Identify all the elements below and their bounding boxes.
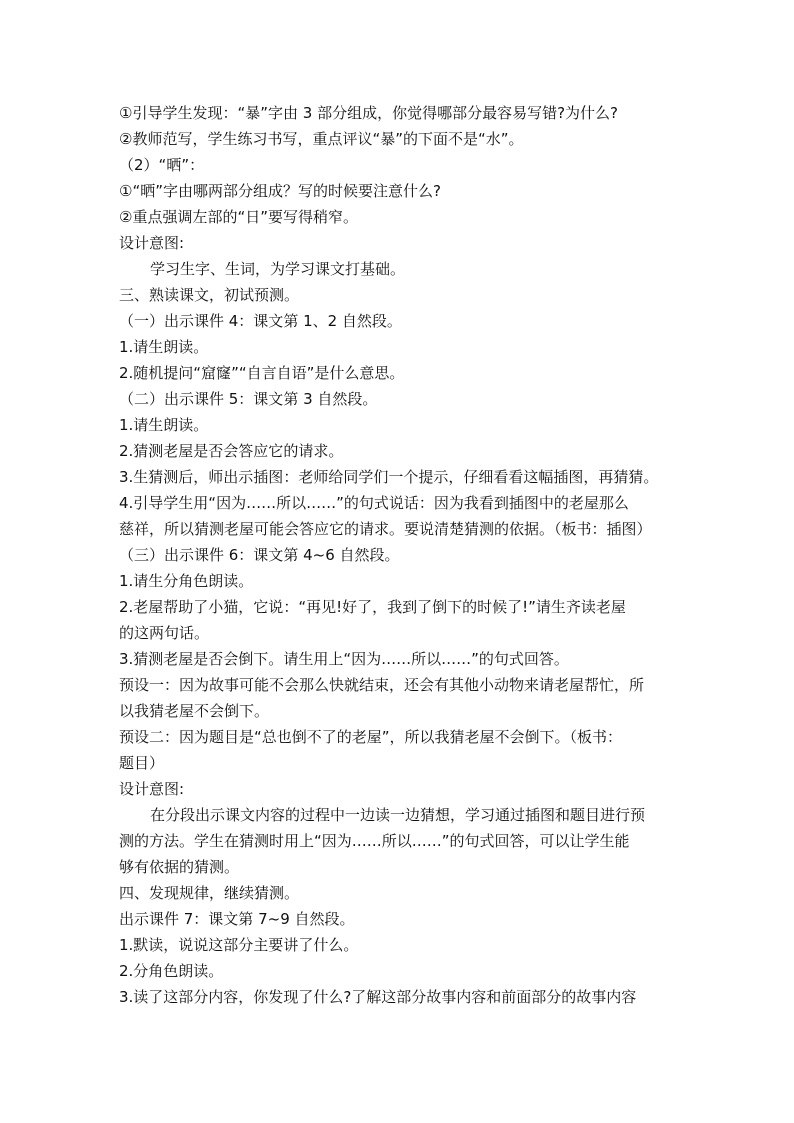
text-line: （2）“晒”：	[119, 156, 205, 174]
text-line: 3.猜测老屋是否会倒下。请生用上“因为……所以……”的句式回答。	[119, 650, 569, 668]
text-line: 1.请生分角色朗读。	[119, 572, 254, 590]
text-line: （二）出示课件 5：课文第 3 自然段。	[119, 390, 378, 408]
text-line: 1.请生朗读。	[119, 338, 209, 356]
text-line: ①引导学生发现：“暴”字由 3 部分组成，你觉得哪部分最容易写错?为什么?	[119, 104, 618, 122]
text-line: 在分段出示课文内容的过程中一边读一边猜想，学习通过插图和题目进行预	[150, 806, 646, 824]
text-line: 预设二：因为题目是“总也倒不了的老屋”，所以我猜老屋不会倒下。（板书：	[119, 728, 623, 746]
text-line: 的这两句话。	[119, 624, 210, 642]
text-line: 2.分角色朗读。	[119, 962, 224, 980]
text-line: 3.读了这部分内容，你发现了什么?了解这部分故事内容和前面部分的故事内容	[119, 988, 637, 1006]
text-line: 够有依据的猜测。	[119, 858, 240, 876]
text-line: 题目）	[119, 754, 165, 772]
section-heading: 设计意图:	[119, 780, 185, 798]
text-line: （三）出示课件 6：课文第 4~6 自然段。	[119, 546, 400, 564]
text-line: 出示课件 7：课文第 7~9 自然段。	[119, 910, 355, 928]
text-line: 测的方法。学生在猜测时用上“因为……所以……”的句式回答，可以让学生能	[119, 832, 630, 850]
section-heading: 三、熟读课文，初试预测。	[119, 286, 300, 304]
text-line: （一）出示课件 4：课文第 1、2 自然段。	[119, 312, 402, 330]
text-line: 以我猜老屋不会倒下。	[119, 702, 270, 720]
text-line: 1.默读，说说这部分主要讲了什么。	[119, 936, 359, 954]
text-line: 4.引导学生用“因为……所以……”的句式说话：因为我看到插图中的老屋那么	[119, 494, 629, 512]
text-line: ②重点强调左部的“日”要写得稍窄。	[119, 208, 358, 226]
text-line: ①“晒”字由哪两部分组成？写的时候要注意什么?	[119, 182, 441, 200]
text-line: 3.生猜测后，师出示插图：老师给同学们一个提示，仔细看看这幅插图，再猜猜。	[119, 468, 659, 486]
text-line: 2.猜测老屋是否会答应它的请求。	[119, 442, 344, 460]
text-line: 学习生字、生词，为学习课文打基础。	[150, 260, 406, 278]
text-line: 慈祥，所以猜测老屋可能会答应它的请求。要说清楚猜测的依据。（板书：插图）	[119, 520, 652, 538]
text-line: ②教师范写，学生练习书写，重点评议“暴”的下面不是“水”。	[119, 130, 524, 148]
text-line: 预设一：因为故事可能不会那么快就结束，还会有其他小动物来请老屋帮忙，所	[119, 676, 645, 694]
text-line: 2.老屋帮助了小猫，它说：“再见!好了，我到了倒下的时候了!”请生齐读老屋	[119, 598, 626, 616]
section-heading: 四、发现规律，继续猜测。	[119, 884, 300, 902]
text-line: 2.随机提问“窟窿”“自言自语”是什么意思。	[119, 364, 405, 382]
section-heading: 设计意图:	[119, 234, 185, 252]
text-line: 1.请生朗读。	[119, 416, 209, 434]
